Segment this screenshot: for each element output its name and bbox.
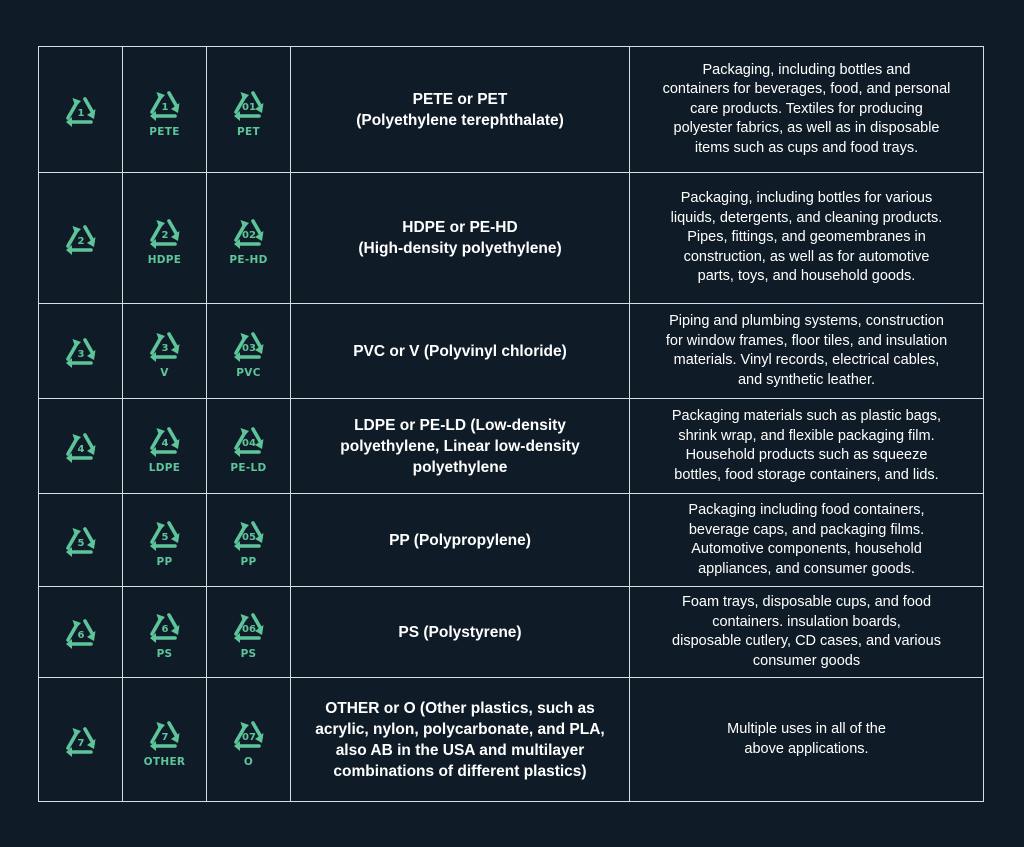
recycling-arrow <box>85 435 93 449</box>
recycling-arrow <box>152 339 160 353</box>
resin-code-number: 7 <box>161 731 168 743</box>
table-row <box>39 47 984 173</box>
recycling-arrow <box>68 232 76 246</box>
recycling-arrow <box>152 434 160 448</box>
plastic-uses: Packaging including food containers, beverage caps, and packaging films. Automotive components, household appliances, and consumer goods. <box>688 502 925 577</box>
symbol-cell-plain <box>39 47 123 173</box>
resin-code-number: 4 <box>77 444 84 455</box>
symbol-cell-padded <box>207 173 291 304</box>
table-row <box>39 587 984 678</box>
uses-cell <box>630 399 984 494</box>
symbol-cell-plain <box>39 173 123 304</box>
recycling-triangle-icon <box>58 718 104 762</box>
recycling-arrow <box>85 529 93 543</box>
table-row <box>39 173 984 304</box>
resin-code-number: 4 <box>161 438 168 449</box>
symbol-cell-plain <box>39 587 123 678</box>
recycling-triangle-icon <box>226 323 272 367</box>
resin-abbreviation: V <box>160 367 169 379</box>
resin-abbreviation-alt: PS <box>240 648 257 660</box>
recycling-arrow <box>152 620 160 634</box>
resin-code-number: 02 <box>241 230 256 241</box>
recycling-arrow <box>68 440 76 454</box>
plastic-name-cell <box>291 678 630 802</box>
symbol-cell-labeled <box>123 304 207 399</box>
recycling-triangle-icon <box>142 82 188 126</box>
resin-code-number: 6 <box>77 630 84 641</box>
plastic-name-cell <box>291 399 630 494</box>
plastic-uses: Piping and plumbing systems, construction for window frames, floor tiles, and insulation materials. Vinyl records, electrical cables, and synthetic leather. <box>665 313 948 388</box>
recycling-arrow <box>85 340 93 354</box>
symbol-cell-labeled <box>123 173 207 304</box>
symbol-cell-padded <box>207 47 291 173</box>
recycling-triangle-icon <box>226 604 272 648</box>
resin-abbreviation-alt: O <box>243 755 254 768</box>
symbol-cell-labeled <box>123 399 207 494</box>
resin-abbreviation: PETE <box>149 125 180 138</box>
recycling-triangle-icon <box>142 604 188 648</box>
resin-code-number: 03 <box>241 343 256 354</box>
resin-abbreviation: OTHER <box>143 755 186 768</box>
uses-cell <box>630 494 984 587</box>
resin-abbreviation: HDPE <box>147 254 182 266</box>
recycling-arrow <box>68 534 76 548</box>
plastic-name: PP (Polypropylene) <box>389 531 531 549</box>
symbol-cell-plain <box>39 304 123 399</box>
symbol-cell-padded <box>207 494 291 587</box>
resin-code-number: 07 <box>241 731 256 743</box>
table-row <box>39 678 984 802</box>
symbol-cell-labeled <box>123 494 207 587</box>
resin-code-number: 2 <box>77 236 84 247</box>
resin-code-number: 7 <box>77 737 84 749</box>
recycling-triangle-icon <box>142 323 188 367</box>
resin-code-number: 5 <box>77 538 84 549</box>
recycling-triangle-icon <box>226 210 272 254</box>
plastic-name: PS (Polystyrene) <box>398 623 522 641</box>
plastic-name: OTHER or O (Other plastics, such as acrylic, nylon, polycarbonate, and PLA, also AB in the USA and multilayer combinations of different plastics) <box>315 699 605 780</box>
plastic-codes-table <box>38 46 984 802</box>
resin-code-number: 3 <box>161 343 168 354</box>
plastic-name: HDPE or PE-HD (High-density polyethylene) <box>358 219 562 257</box>
recycling-triangle-icon <box>226 712 272 756</box>
recycling-triangle-icon <box>58 329 104 373</box>
resin-abbreviation: PP <box>156 556 173 568</box>
recycling-arrow <box>85 99 93 113</box>
plastic-uses: Packaging, including bottles and containers for beverages, food, and personal care products. Textiles for producing polyester fabrics, as well as in disposable items such as cups and food trays. <box>662 61 951 156</box>
uses-cell <box>630 304 984 399</box>
resin-code-number: 6 <box>161 624 168 635</box>
uses-cell <box>630 678 984 802</box>
recycling-triangle-icon <box>142 512 188 556</box>
recycling-triangle-icon <box>58 518 104 562</box>
resin-code-number: 01 <box>241 101 256 113</box>
recycling-arrow <box>152 528 160 542</box>
symbol-cell-plain <box>39 399 123 494</box>
recycling-arrow <box>169 93 177 107</box>
symbol-cell-labeled <box>123 678 207 802</box>
resin-code-number: 3 <box>77 349 84 360</box>
recycling-arrow <box>169 615 177 629</box>
uses-cell <box>630 587 984 678</box>
recycling-arrow <box>152 728 160 742</box>
resin-code-number: 1 <box>161 101 168 113</box>
recycling-triangle-icon <box>58 216 104 260</box>
symbol-cell-labeled <box>123 47 207 173</box>
symbol-cell-padded <box>207 304 291 399</box>
plastic-name-cell <box>291 587 630 678</box>
plastic-name-cell <box>291 304 630 399</box>
recycling-arrow <box>68 626 76 640</box>
recycling-arrow <box>68 734 76 748</box>
recycling-arrow <box>68 104 76 118</box>
plastic-name: PETE or PET (Polyethylene terephthalate) <box>356 90 564 129</box>
plastic-uses: Packaging, including bottles for various liquids, detergents, and cleaning products. Pipes, fittings, and geomembranes in construction, as well as for automotive parts, toys, and household goods. <box>670 190 943 285</box>
plastic-name: PVC or V (Polyvinyl chloride) <box>353 342 567 360</box>
uses-cell <box>630 173 984 304</box>
resin-code-number: 06 <box>241 624 256 635</box>
recycling-arrow <box>152 98 160 112</box>
table-row <box>39 399 984 494</box>
plastic-uses: Foam trays, disposable cups, and food containers. insulation boards, disposable cutlery, CD cases, and various consumer goods <box>672 594 941 669</box>
symbol-cell-padded <box>207 587 291 678</box>
recycling-arrow <box>169 523 177 537</box>
symbol-cell-plain <box>39 678 123 802</box>
recycling-arrow <box>169 429 177 443</box>
recycling-arrow <box>85 729 93 743</box>
recycling-triangle-icon <box>226 418 272 462</box>
resin-code-number: 2 <box>161 230 168 241</box>
plastic-name-cell <box>291 173 630 304</box>
table-row <box>39 494 984 587</box>
recycling-triangle-icon <box>142 210 188 254</box>
resin-abbreviation-alt: PE-HD <box>229 254 268 266</box>
plastic-uses: Packaging materials such as plastic bags, shrink wrap, and flexible packaging film. Household products such as squeeze bottles, food storage containers, and lids. <box>671 408 942 483</box>
recycling-triangle-icon <box>142 418 188 462</box>
recycling-triangle-icon <box>58 610 104 654</box>
recycling-triangle-icon <box>58 88 104 132</box>
recycling-arrow <box>85 621 93 635</box>
plastic-name: LDPE or PE-LD (Low-density polyethylene, Linear low-density polyethylene <box>340 416 580 476</box>
table-row <box>39 304 984 399</box>
recycling-arrow <box>169 334 177 348</box>
resin-code-number: 5 <box>161 532 168 543</box>
recycling-arrow <box>85 227 93 241</box>
recycling-arrow <box>169 723 177 737</box>
resin-abbreviation-alt: PE-LD <box>230 462 267 474</box>
resin-abbreviation: LDPE <box>148 462 181 474</box>
symbol-cell-padded <box>207 399 291 494</box>
recycling-arrow <box>68 345 76 359</box>
uses-cell <box>630 47 984 173</box>
recycling-triangle-icon <box>58 424 104 468</box>
plastic-uses: Multiple uses in all of the above applications. <box>727 721 886 757</box>
resin-abbreviation-alt: PP <box>240 556 257 568</box>
plastic-name-cell <box>291 494 630 587</box>
recycling-arrow <box>169 221 177 235</box>
resin-abbreviation-alt: PET <box>237 125 260 138</box>
recycling-triangle-icon <box>226 82 272 126</box>
resin-abbreviation-alt: PVC <box>236 367 261 379</box>
resin-code-number: 1 <box>77 107 84 119</box>
resin-code-number: 05 <box>241 532 256 543</box>
symbol-cell-padded <box>207 678 291 802</box>
recycling-arrow <box>152 226 160 240</box>
symbol-cell-labeled <box>123 587 207 678</box>
resin-code-number: 04 <box>241 438 256 449</box>
resin-abbreviation: PS <box>156 648 173 660</box>
recycling-triangle-icon <box>226 512 272 556</box>
recycling-triangle-icon <box>142 712 188 756</box>
symbol-cell-plain <box>39 494 123 587</box>
plastic-name-cell <box>291 47 630 173</box>
